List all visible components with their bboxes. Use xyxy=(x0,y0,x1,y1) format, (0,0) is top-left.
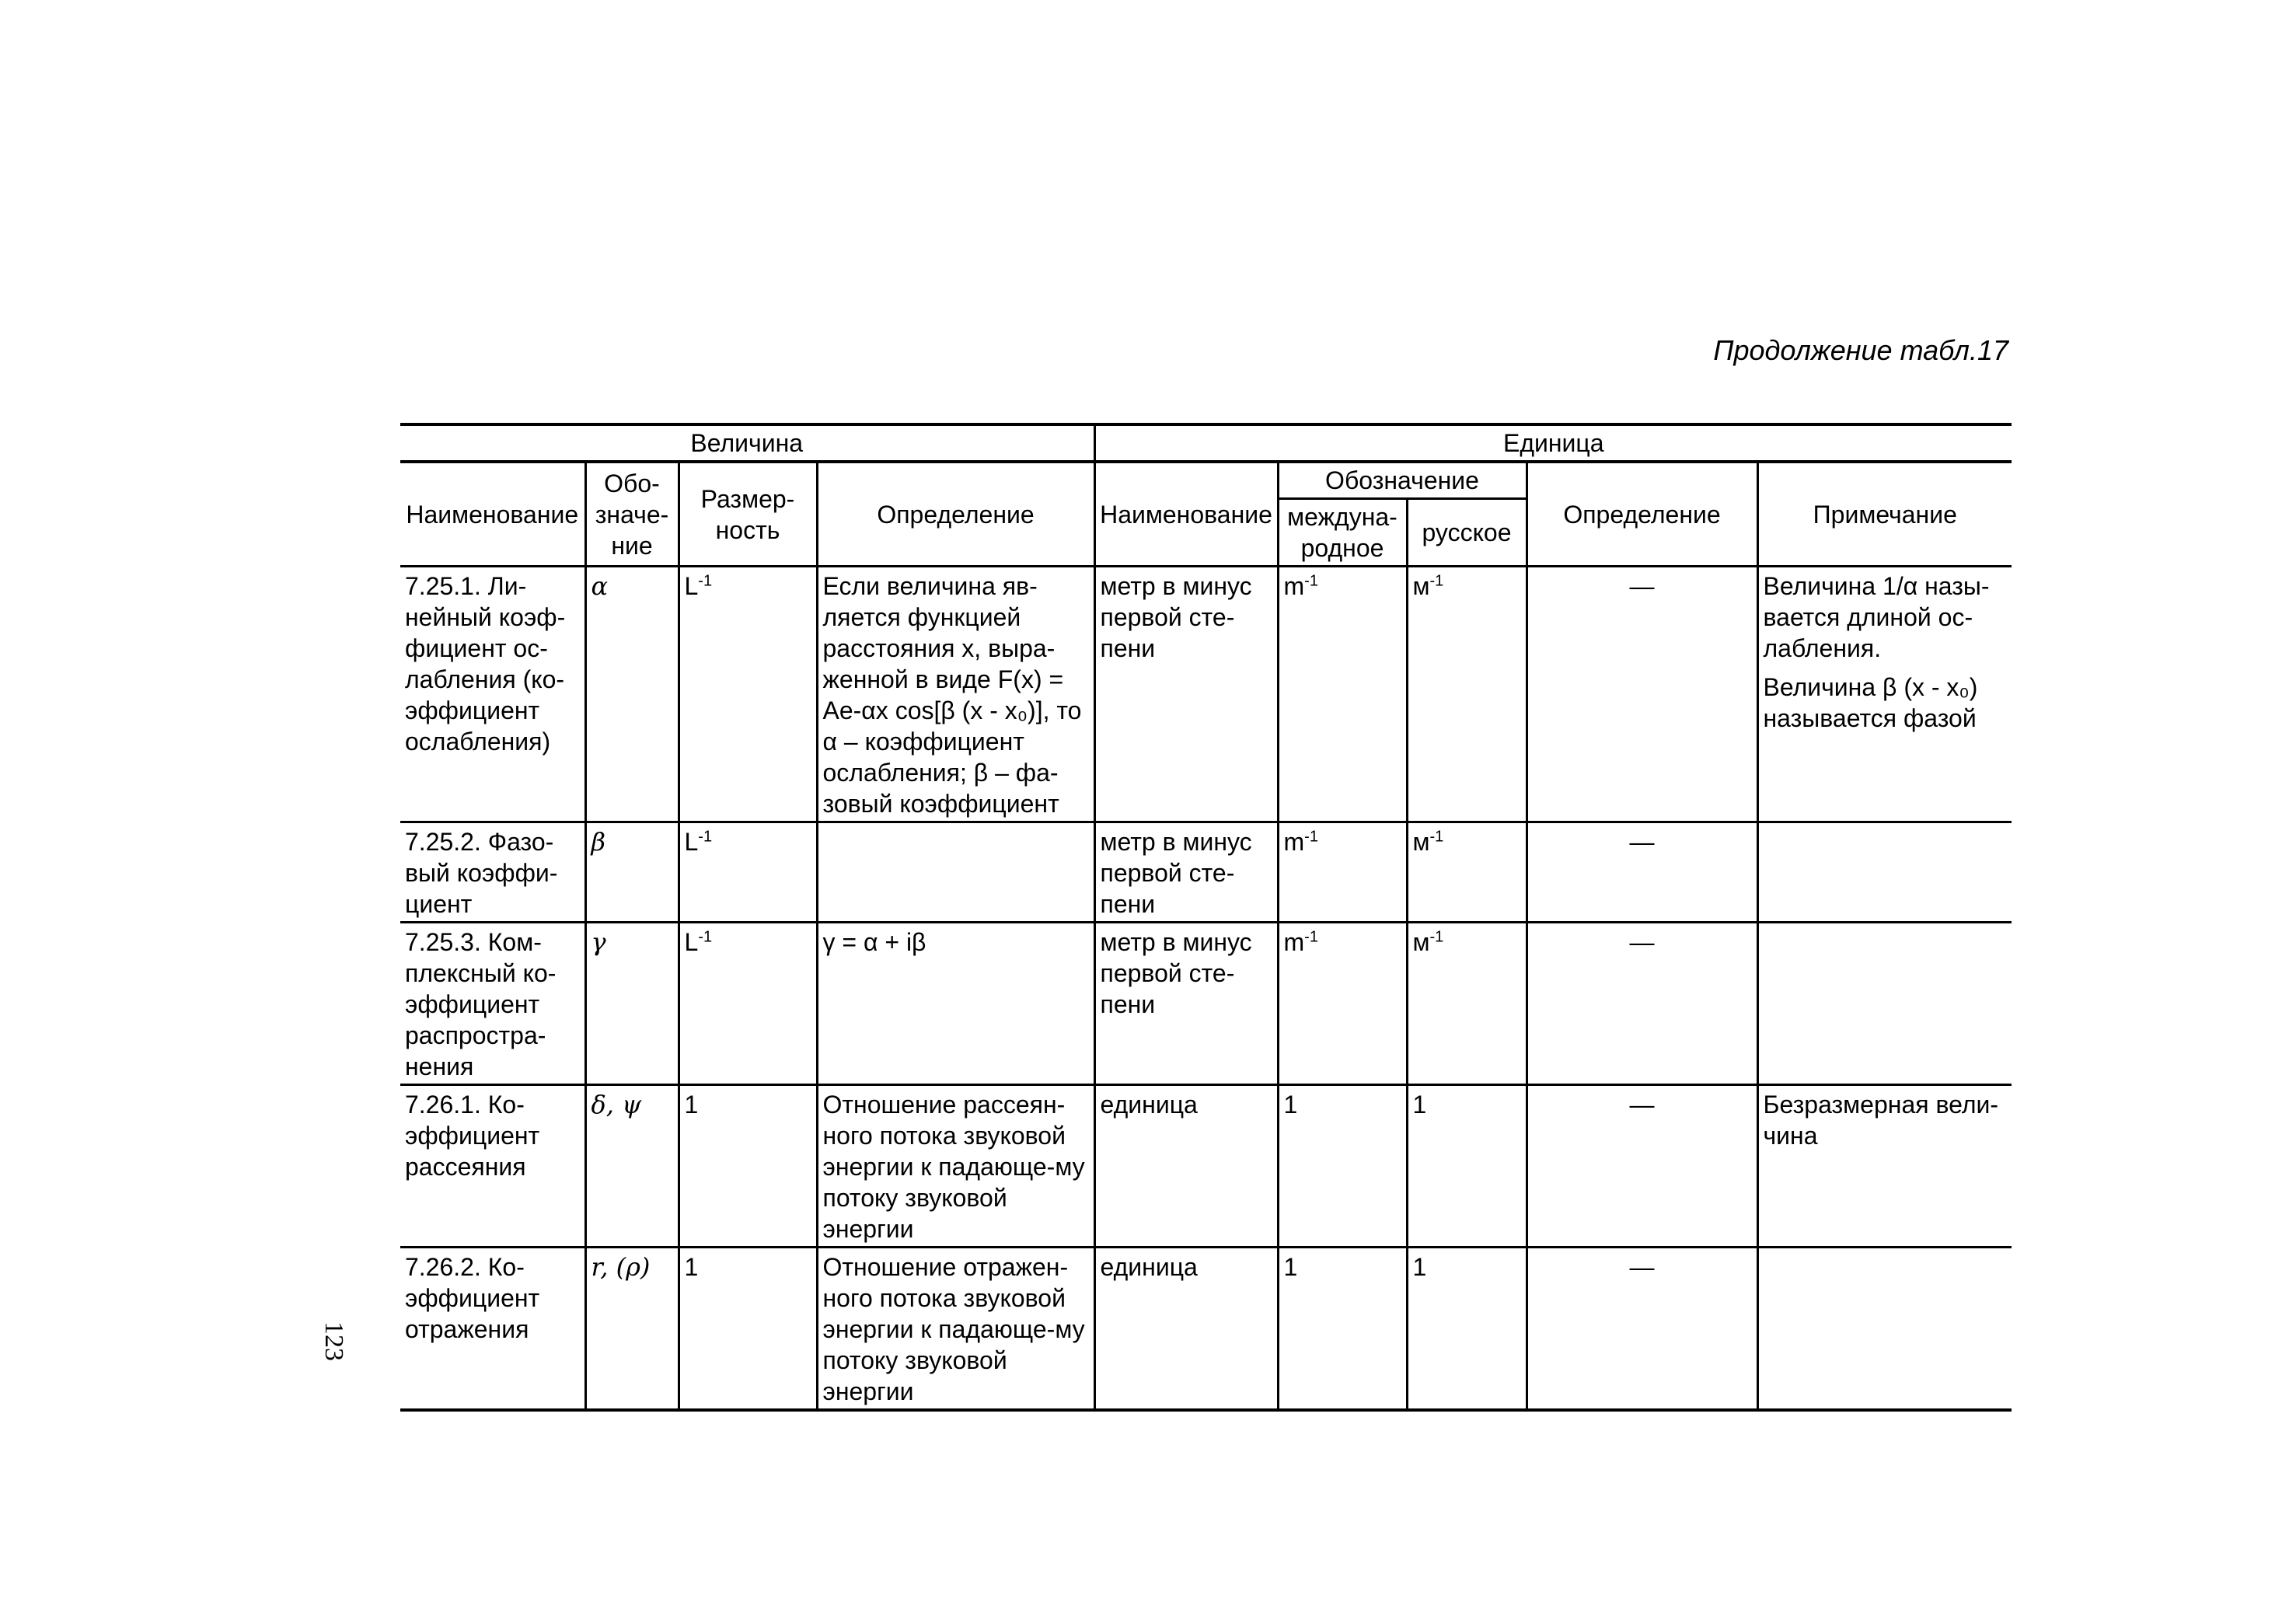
quantity-name-cell: 7.25.3. Ком-плексный ко-эффициент распростра-нения xyxy=(400,923,585,1085)
exponent: -1 xyxy=(698,928,713,946)
quantity-name-cell: 7.25.2. Фазо-вый коэффи-циент xyxy=(400,822,585,923)
quantity-symbol-cell: δ, ψ xyxy=(585,1085,679,1248)
table-row xyxy=(400,1085,2012,1248)
note-paragraph: Безразмерная вели-чина xyxy=(1763,1091,1999,1150)
table-row xyxy=(400,923,2012,1085)
header-unit-name: Наименование xyxy=(1094,462,1278,567)
dimension-cell: $L^{-1}$ xyxy=(679,923,817,1085)
quantity-name-cell: 7.26.2. Ко-эффициент отражения xyxy=(400,1248,585,1411)
header-quantity-definition: Определение xyxy=(817,462,1094,567)
quantity-symbol-cell: β xyxy=(585,822,679,923)
note-cell xyxy=(1757,1248,2012,1411)
header-quantity-group: Величина xyxy=(400,424,1094,462)
dimension-cell: 1 xyxy=(679,1248,817,1411)
unit-definition-cell: — xyxy=(1527,1248,1757,1411)
note-cell xyxy=(1757,822,2012,923)
header-unit-group: Единица xyxy=(1094,424,2012,462)
header-quantity-symbol: Обо-значе-ние xyxy=(585,462,679,567)
quantity-symbol-cell: r, (ρ) xyxy=(585,1248,679,1411)
unit-name-cell: единица xyxy=(1094,1085,1278,1248)
unit-rus-cell: $м^{-1}$ xyxy=(1407,822,1527,923)
quantity-symbol-cell: α xyxy=(585,567,679,822)
dimension-cell: $L^{-1}$ xyxy=(679,822,817,923)
dimension-cell: $L^{-1}$ xyxy=(679,567,817,822)
unit-name-cell: метр в минус первой сте-пени xyxy=(1094,822,1278,923)
units-table xyxy=(400,423,2012,1412)
exponent: -1 xyxy=(698,572,713,590)
quantity-definition-cell: Отношение рассеян-ного потока звуковой энергии к падающе-му потоку звуковой энергии xyxy=(817,1085,1094,1248)
header-unit-rus: русское xyxy=(1407,499,1527,567)
note-cell xyxy=(1757,923,2012,1085)
note-paragraph: Величина 1/α назы-вается длиной ос-лабления. xyxy=(1763,572,1990,662)
header-unit-intl: междуна-родное xyxy=(1278,499,1407,567)
header-note: Примечание xyxy=(1757,462,2012,567)
unit-name-cell: метр в минус первой сте-пени xyxy=(1094,567,1278,822)
exponent: -1 xyxy=(1429,828,1444,846)
exponent: -1 xyxy=(1304,828,1318,846)
unit-rus-cell: 1 xyxy=(1407,1085,1527,1248)
unit-intl-cell: $m^{-1}$ xyxy=(1278,567,1407,822)
unit-rus-cell: $м^{-1}$ xyxy=(1407,923,1527,1085)
quantity-name-cell: 7.25.1. Ли-нейный коэф-фициент ос-лабления (ко-эффициент ослабления) xyxy=(400,567,585,822)
dimension-cell: 1 xyxy=(679,1085,817,1248)
unit-intl-cell: $m^{-1}$ xyxy=(1278,822,1407,923)
note-cell xyxy=(1757,1085,2012,1248)
header-unit-definition: Определение xyxy=(1527,462,1757,567)
exponent: -1 xyxy=(698,828,713,846)
quantity-symbol-cell: γ xyxy=(585,923,679,1085)
unit-intl-cell: 1 xyxy=(1278,1085,1407,1248)
note-paragraph: Величина β (x - x₀) называется фазой xyxy=(1763,673,1978,732)
unit-rus-cell: 1 xyxy=(1407,1248,1527,1411)
unit-definition-cell: — xyxy=(1527,1085,1757,1248)
unit-definition-cell: — xyxy=(1527,822,1757,923)
quantity-definition-cell: Если величина яв-ляется функцией расстояния x, выра-женной в виде F(x) = Ae-αx cos[β (x - x₀)], то α – коэффициент ослабления; β – фа-зовый коэффициент xyxy=(817,567,1094,822)
header-quantity-name: Наименование xyxy=(400,462,585,567)
note-cell xyxy=(1757,567,2012,822)
unit-intl-cell: $m^{-1}$ xyxy=(1278,923,1407,1085)
unit-name-cell: единица xyxy=(1094,1248,1278,1411)
table-caption: Продолжение табл.17 xyxy=(1713,334,2008,366)
unit-name-cell: метр в минус первой сте-пени xyxy=(1094,923,1278,1085)
quantity-definition-cell: γ = α + iβ xyxy=(817,923,1094,1085)
header-unit-symbol-group: Обозначение xyxy=(1278,462,1527,499)
unit-intl-cell: 1 xyxy=(1278,1248,1407,1411)
unit-definition-cell: — xyxy=(1527,923,1757,1085)
exponent: -1 xyxy=(1429,572,1444,590)
exponent: -1 xyxy=(1429,928,1444,946)
quantity-definition-cell xyxy=(817,822,1094,923)
quantity-name-cell: 7.26.1. Ко-эффициент рассеяния xyxy=(400,1085,585,1248)
table-body xyxy=(400,567,2012,1411)
page-number: 123 xyxy=(319,1321,348,1361)
exponent: -1 xyxy=(1304,928,1318,946)
table-row xyxy=(400,567,2012,822)
quantity-definition-cell: Отношение отражен-ного потока звуковой энергии к падающе-му потоку звуковой энергии xyxy=(817,1248,1094,1411)
table-row xyxy=(400,1248,2012,1411)
unit-rus-cell: $м^{-1}$ xyxy=(1407,567,1527,822)
table-row xyxy=(400,822,2012,923)
header-dimension: Размер-ность xyxy=(679,462,817,567)
exponent: -1 xyxy=(1304,572,1318,590)
unit-definition-cell: — xyxy=(1527,567,1757,822)
